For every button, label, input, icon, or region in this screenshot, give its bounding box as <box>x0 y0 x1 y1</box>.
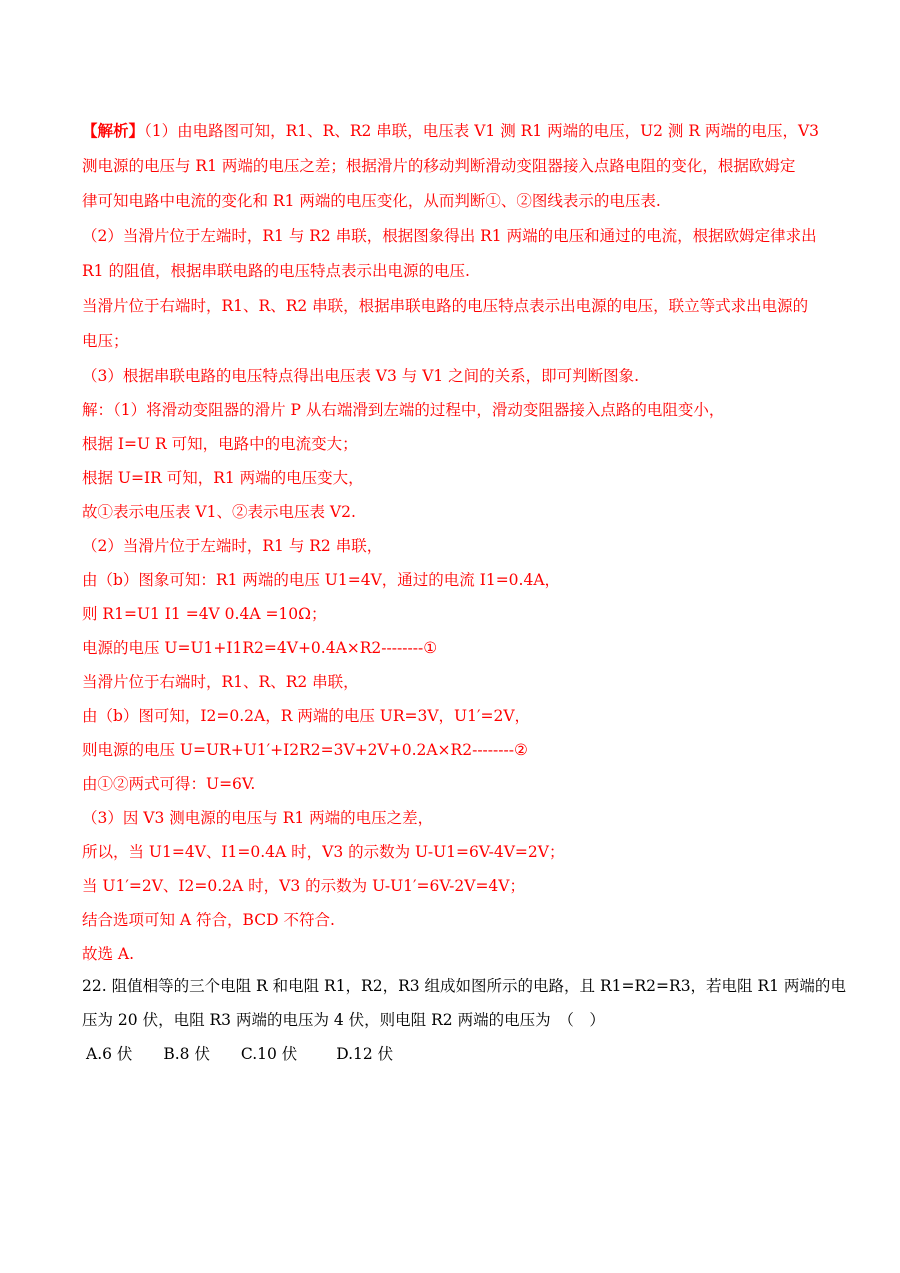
option-b: B.8 伏 <box>163 1045 210 1063</box>
question-line-2: 压为 20 伏，电阻 R3 两端的电压为 4 伏，则电阻 R2 两端的电压为 （ ） <box>82 1011 605 1029</box>
analysis-line-8: （3）根据串联电路的电压特点得出电压表 V3 与 V1 之间的关系，即可判断图象. <box>82 367 640 385</box>
solution-line-6: 由（b）图象可知：R1 两端的电压 U1=4V，通过的电流 I1=0.4A， <box>82 571 561 589</box>
solution-line-8: 电源的电压 U=U1+I1R2=4V+0.4A×R2--------① <box>82 639 438 657</box>
solution-line-9: 当滑片位于右端时，R1、R、R2 串联， <box>82 673 359 691</box>
analysis-tag: 【解析】 <box>82 121 145 140</box>
solution-line-12: 由①②两式可得：U=6V. <box>82 775 256 793</box>
analysis-line-4: （2）当滑片位于左端时，R1 与 R2 串联，根据图象得出 R1 两端的电压和通过的电流，根据欧姆定律求出 <box>82 227 817 245</box>
analysis-line-3: 律可知电路中电流的变化和 R1 两端的电压变化，从而判断①、②图线表示的电压表. <box>82 192 661 210</box>
option-a: A.6 伏 <box>86 1045 133 1063</box>
solution-line-17: 故选 A. <box>82 945 135 963</box>
solution-line-1: 解：（1）将滑动变阻器的滑片 P 从右端滑到左端的过程中，滑动变阻器接入点路的电阻变小， <box>82 401 725 419</box>
analysis-line-1 <box>82 121 822 141</box>
analysis-line-7: 电压； <box>82 332 129 350</box>
solution-line-5: （2）当滑片位于左端时，R1 与 R2 串联， <box>82 537 383 555</box>
solution-line-11: 则电源的电压 U=UR+U1′+I2R2=3V+2V+0.2A×R2--------② <box>82 741 528 759</box>
analysis-line-6: 当滑片位于右端时，R1、R、R2 串联，根据串联电路的电压特点表示出电源的电压，联立等式求出电源的 <box>82 297 809 315</box>
option-d: D.12 伏 <box>336 1045 394 1063</box>
question-line-1: 22. 阻值相等的三个电阻 R 和电阻 R1，R2，R3 组成如图所示的电路，且 R1=R2=R3，若电阻 R1 两端的电 <box>82 977 846 995</box>
solution-line-2: 根据 I=U R 可知，电路中的电流变大； <box>82 435 358 453</box>
solution-line-4: 故①表示电压表 V1、②表示电压表 V2. <box>82 503 356 521</box>
analysis-text: （1）由电路图可知，R1、R、R2 串联，电压表 V1 测 R1 两端的电压，U2 测 R 两端的电压，V3 <box>144 122 820 140</box>
answer-options <box>86 1044 393 1064</box>
solution-line-14: 所以，当 U1=4V、I1=0.4A 时，V3 的示数为 U-U1=6V-4V=2V； <box>82 843 565 861</box>
solution-line-15: 当 U1′=2V、I2=0.2A 时，V3 的示数为 U-U1′=6V-2V=4V； <box>82 877 525 895</box>
solution-line-7: 则 R1=U1 I1 =4V 0.4A =10Ω； <box>82 605 327 623</box>
solution-line-10: 由（b）图可知，I2=0.2A，R 两端的电压 UR=3V，U1′=2V， <box>82 707 531 725</box>
option-c: C.10 伏 <box>240 1045 298 1063</box>
analysis-line-2: 测电源的电压与 R1 两端的电压之差；根据滑片的移动判断滑动变阻器接入点路电阻的变化，根据欧姆定 <box>82 157 796 175</box>
solution-line-16: 结合选项可知 A 符合，BCD 不符合. <box>82 911 335 929</box>
solution-line-13: （3）因 V3 测电源的电压与 R1 两端的电压之差， <box>82 809 434 827</box>
analysis-line-5: R1 的阻值，根据串联电路的电压特点表示出电源的电压. <box>82 262 470 280</box>
solution-line-3: 根据 U=IR 可知，R1 两端的电压变大， <box>82 469 364 487</box>
